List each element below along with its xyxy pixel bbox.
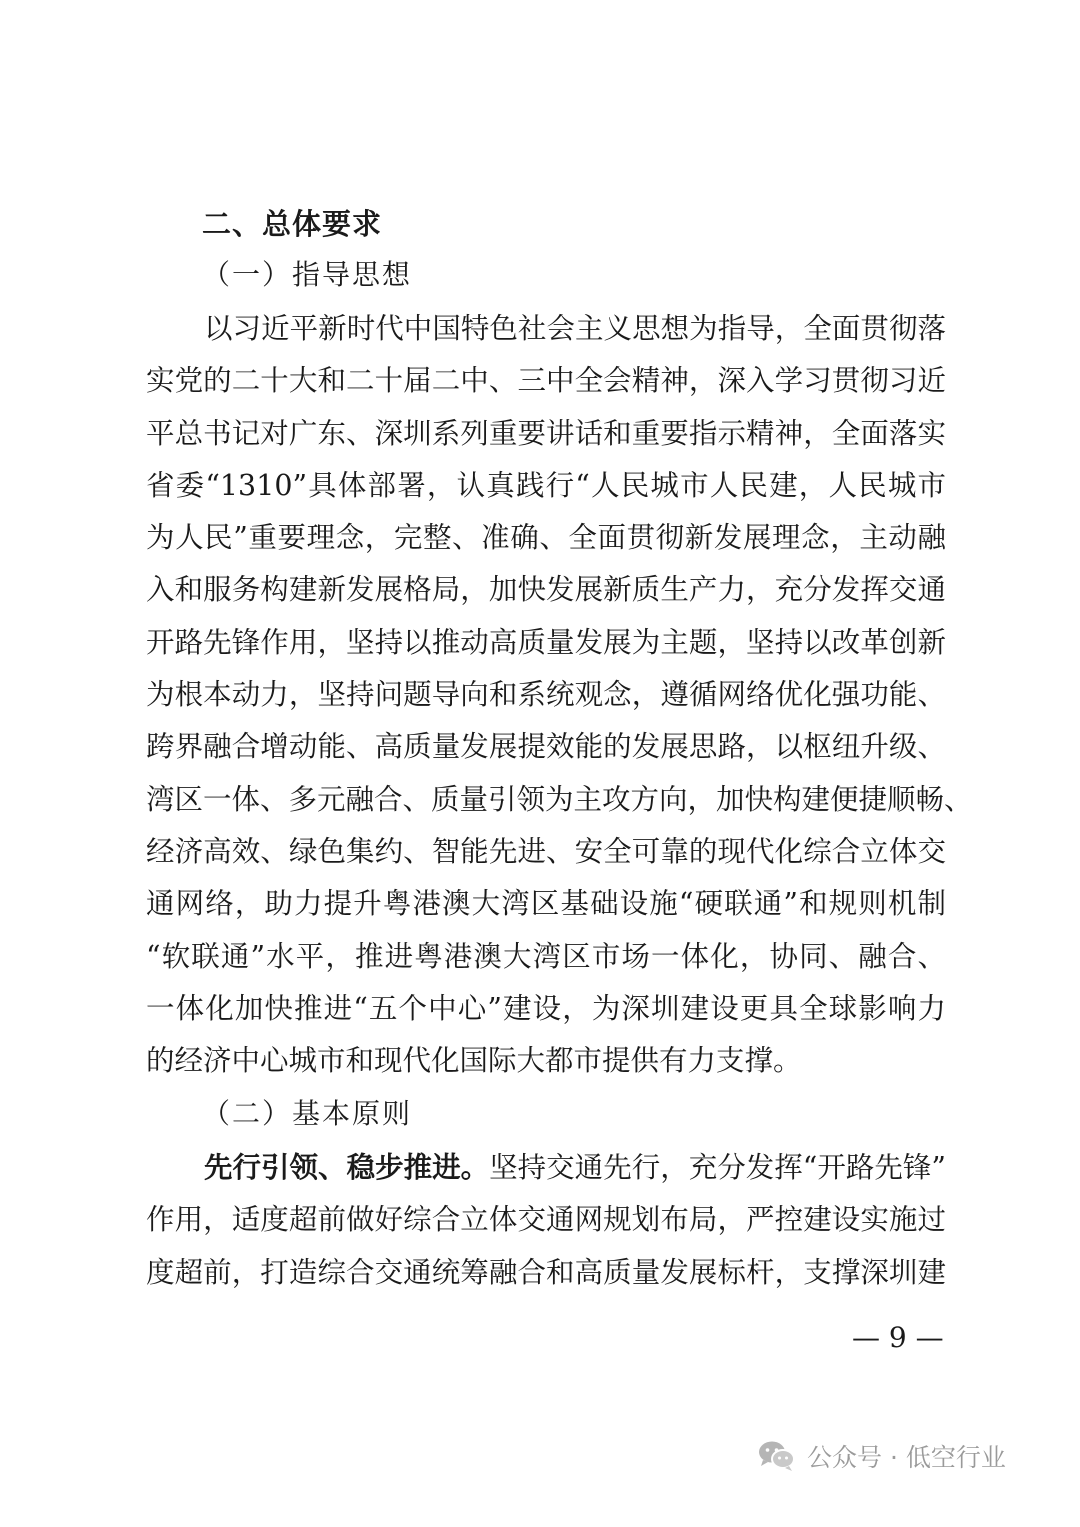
wechat-icon bbox=[757, 1439, 797, 1473]
watermark bbox=[757, 1431, 1006, 1481]
paragraph-line: 经济高效、绿色集约、智能先进、安全可靠的现代化综合立体交 bbox=[146, 834, 946, 868]
paragraph-line: 平总书记对广东、深圳系列重要讲话和重要指示精神，全面落实 bbox=[146, 416, 946, 450]
page-number: — 9 — bbox=[852, 1321, 944, 1354]
principle-paragraph bbox=[146, 1142, 946, 1299]
paragraph-line: 实党的二十大和二十届二中、三中全会精神，深入学习贯彻习近 bbox=[146, 364, 946, 398]
paragraph-line: 度超前，打造综合交通统筹融合和高质量发展标杆，支撑深圳建 bbox=[146, 1255, 946, 1289]
paragraph-line: 作用，适度超前做好综合立体交通网规划布局，严控建设实施过 bbox=[146, 1203, 946, 1237]
paragraph-line: 开路先锋作用，坚持以推动高质量发展为主题，坚持以改革创新 bbox=[146, 625, 946, 659]
paragraph-line: 跨界融合增动能、高质量发展提效能的发展思路，以枢纽升级、 bbox=[146, 730, 946, 764]
paragraph-line: 一体化加快推进“五个中心”建设，为深圳建设更具全球影响力 bbox=[146, 991, 946, 1025]
paragraph-line: “软联通”水平，推进粤港澳大湾区市场一体化，协同、融合、 bbox=[146, 939, 946, 973]
paragraph-line: 为人民”重要理念，完整、准确、全面贯彻新发展理念，主动融 bbox=[146, 521, 946, 555]
paragraph-line: 以习近平新时代中国特色社会主义思想为指导，全面贯彻落 bbox=[204, 312, 946, 345]
paragraph-line: 省委“1310”具体部署，认真践行“人民城市人民建，人民城市 bbox=[146, 468, 946, 502]
principle-lead-text: 坚持交通先行，充分发挥“开路先锋” bbox=[489, 1151, 946, 1184]
section-heading: 二、总体要求 bbox=[202, 207, 383, 241]
paragraph-line: 湾区一体、多元融合、质量引领为主攻方向，加快构建便捷顺畅、 bbox=[146, 782, 973, 816]
guiding-ideology-paragraph bbox=[146, 303, 973, 1087]
paragraph-line: 通网络，助力提升粤港澳大湾区基础设施“硬联通”和规则机制 bbox=[146, 887, 946, 921]
subsection-heading-guiding-ideology: （一）指导思想 bbox=[202, 258, 413, 291]
paragraph-line bbox=[204, 1142, 946, 1194]
paragraph-line: 为根本动力，坚持问题导向和系统观念，遵循网络优化强功能、 bbox=[146, 678, 946, 712]
subsection-heading-basic-principles: （二）基本原则 bbox=[202, 1097, 413, 1130]
paragraph-line: 的经济中心城市和现代化国际大都市提供有力支撑。 bbox=[146, 1044, 802, 1078]
paragraph-line: 入和服务构建新发展格局，加快发展新质生产力，充分发挥交通 bbox=[146, 573, 946, 607]
watermark-text: 公众号 · 低空行业 bbox=[807, 1443, 1006, 1472]
principle-lead-title: 先行引领、稳步推进。 bbox=[204, 1151, 490, 1184]
